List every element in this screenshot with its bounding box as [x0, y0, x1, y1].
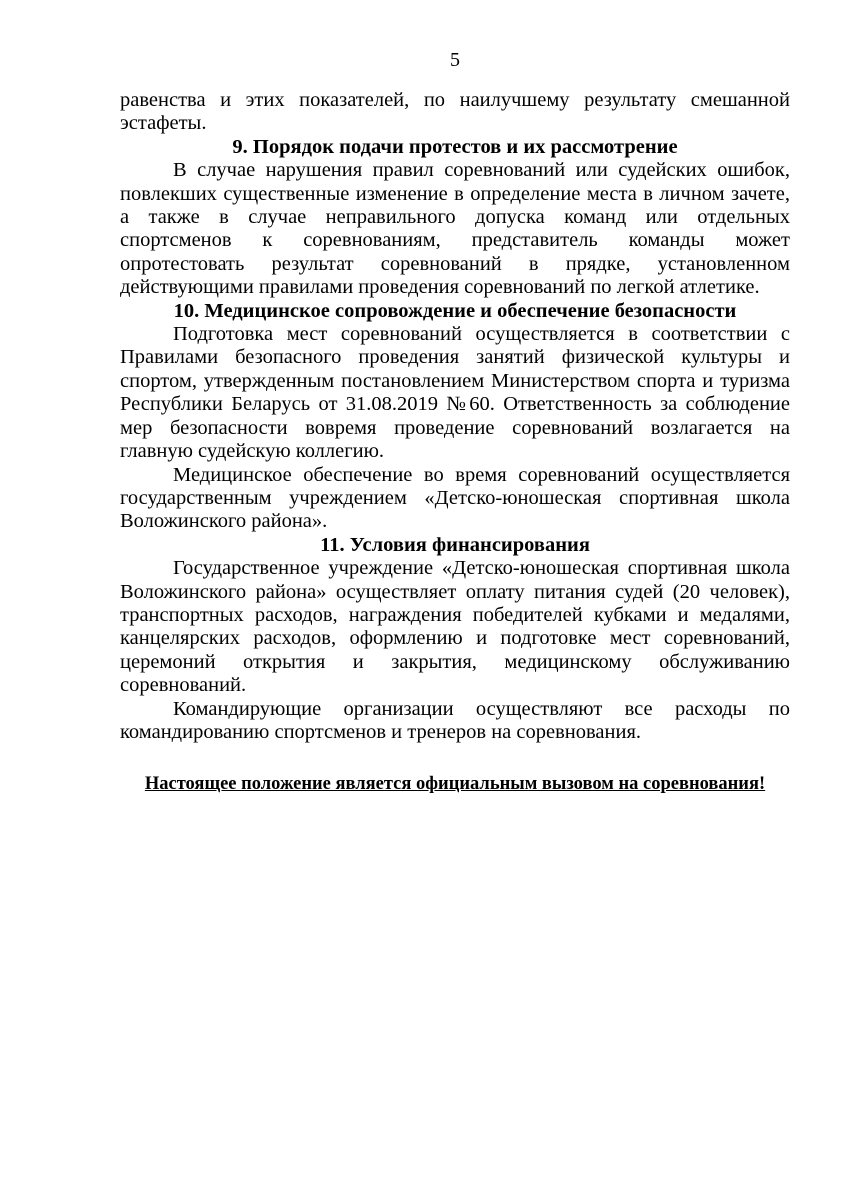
section-11-paragraph-2: Командирующие организации осуществляют все расходы по командированию спортсменов и тренеров на соревнования. [120, 697, 790, 743]
section-10-paragraph-1: Подготовка мест соревнований осуществляется в соответствии с Правилами безопасного проведения занятий физической культуры и спортом, утвержденным постановлением Министерством спорта и туризма Республики Беларусь от 31.08.2019 №60. Ответственность за соблюдение мер безопасности вовремя проведение соревнований возлагается на главную судейскую коллегию. [120, 323, 790, 463]
page-number: 5 [450, 49, 460, 71]
section-10-heading: 10. Медицинское сопровождение и обеспечение безопасности [173, 299, 737, 322]
section-9-paragraph-1: В случае нарушения правил соревнований или судейских ошибок, повлекших существенные изменение в определение места в личном зачете, а также в случае неправильного допуска команд или отдельных спортсменов к соревнованиям, представитель команды может опротестовать результат соревнований в прядке, установленном действующими правилами проведения соревнований по легкой атлетике. [120, 159, 790, 299]
section-10-paragraph-2: Медицинское обеспечение во время соревнований осуществляется государственным учреждением «Детско-юношеская спортивная школа Воложинского района». [120, 463, 790, 533]
intro-paragraph: равенства и этих показателей, по наилучшему результату смешанной эстафеты. [120, 89, 790, 135]
section-9-heading: 9. Порядок подачи протестов и их рассмотрение [232, 135, 678, 158]
section-11-heading: 11. Условия финансирования [320, 533, 590, 556]
official-invitation-note: Настоящее положение является официальным вызовом на соревнования! [144, 774, 766, 795]
document-page [120, 48, 790, 797]
section-11-paragraph-1: Государственное учреждение «Детско-юношеская спортивная школа Воложинского района» осуществляет оплату питания судей (20 человек), транспортных расходов, награждения победителей кубками и медалями, канцелярских расходов, оформлению и подготовке мест соревнований, церемоний открытия и закрытия, медицинскому обслуживанию соревнований. [120, 557, 790, 697]
